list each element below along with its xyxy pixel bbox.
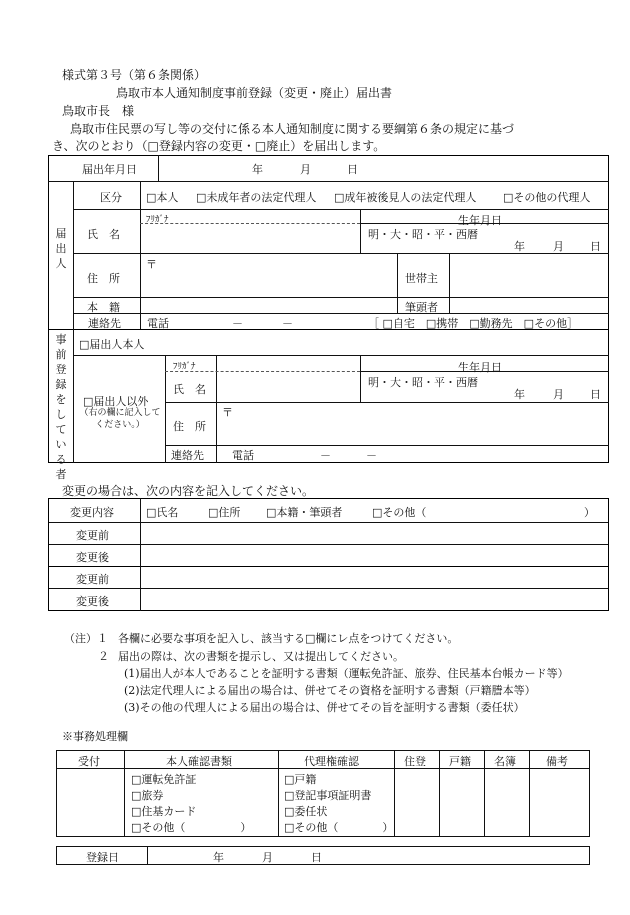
id-doc-passport-checkbox[interactable]: □旅券 (131, 789, 164, 802)
household-head-input[interactable] (453, 260, 603, 294)
change-other-checkbox[interactable]: □その他（ (372, 506, 427, 519)
note-2-number: ２ (98, 650, 109, 663)
proxy-power-of-attorney-checkbox[interactable]: □委任状 (284, 805, 328, 818)
registrant-other-checkbox[interactable]: □届出人以外 (83, 395, 149, 408)
note-2: 届出の際は、次の書類を提示し、又は提出してください。 (118, 650, 404, 663)
change-row-label: 変更後 (76, 595, 109, 608)
reg-name-label: 氏 名 (173, 383, 206, 396)
category-other-agent-checkbox[interactable]: □その他の代理人 (503, 191, 591, 204)
id-doc-other-checkbox[interactable]: □その他（ ） (131, 821, 252, 834)
birth-month-field[interactable]: 月 (553, 240, 564, 253)
category-adult-guardian-checkbox[interactable]: □成年被後見人の法定代理人 (334, 191, 477, 204)
category-label: 区分 (100, 191, 122, 204)
birth-year-field[interactable]: 年 (514, 240, 525, 253)
form-title: 鳥取市本人通知制度事前登録（変更・廃止）届出書 (116, 86, 393, 100)
note-1: 各欄に必要な事項を記入し、該当する□欄にレ点をつけてください。 (118, 632, 459, 645)
change-domicile-checkbox[interactable]: □本籍・筆頭者 (266, 506, 343, 519)
reg-birthdate-label: 生年月日 (458, 361, 502, 374)
office-col-remarks: 備考 (546, 755, 568, 768)
office-col-id-docs: 本人確認書類 (166, 755, 232, 768)
change-before-input-1[interactable] (146, 525, 602, 543)
reg-contact-label: 連絡先 (171, 449, 204, 462)
id-doc-license-checkbox[interactable]: □運転免許証 (131, 773, 197, 786)
reg-date-day[interactable]: 日 (311, 851, 322, 864)
note-sub-1: (1)届出人が本人であることを証明する書類（運転免許証、旅券、住民基本台帳カード等） (124, 667, 569, 680)
birthdate-label: 生年月日 (458, 214, 502, 227)
reg-postal-mark: 〒 (222, 406, 233, 419)
postal-mark: 〒 (146, 258, 157, 271)
date-month-field[interactable]: 月 (300, 163, 311, 176)
change-before-input-2[interactable] (146, 569, 602, 587)
office-heading: ※事務処理欄 (62, 730, 128, 743)
office-col-proxy: 代理権確認 (304, 755, 359, 768)
proxy-registry-cert-checkbox[interactable]: □登記事項証明書 (284, 789, 372, 802)
change-name-checkbox[interactable]: □氏名 (146, 506, 179, 519)
family-head-input[interactable] (453, 300, 603, 312)
reg-date-label: 登録日 (86, 851, 119, 864)
name-input[interactable] (146, 228, 356, 250)
reg-birth-day-field[interactable]: 日 (590, 388, 601, 401)
phone-dash-1: － (232, 317, 243, 330)
change-after-input-2[interactable] (146, 591, 602, 609)
proxy-family-reg-checkbox[interactable]: □戸籍 (284, 773, 317, 786)
reg-name-input[interactable] (220, 375, 356, 399)
registrant-other-note: （右の欄に記入してください。） (79, 408, 161, 430)
addressee: 鳥取市長 様 (62, 104, 135, 118)
phone-dash-2: － (282, 317, 293, 330)
proxy-other-checkbox[interactable]: □その他（ ） (284, 821, 394, 834)
furigana-label: ﾌﾘｶﾞﾅ (146, 215, 169, 225)
office-col-reception: 受付 (78, 755, 100, 768)
note-prefix: （注）１ (64, 632, 108, 645)
reg-address-label: 住 所 (173, 420, 206, 433)
change-row-label: 変更前 (76, 573, 109, 586)
reg-birth-month-field[interactable]: 月 (553, 388, 564, 401)
change-row-label: 変更後 (76, 551, 109, 564)
birth-day-field[interactable]: 日 (590, 240, 601, 253)
household-head-label: 世帯主 (405, 272, 438, 285)
domicile-input[interactable] (146, 300, 391, 312)
reg-birth-year-field[interactable]: 年 (514, 388, 525, 401)
notifier-section-label: 届出人 (55, 227, 67, 270)
change-content-label: 変更内容 (70, 506, 114, 519)
reg-furigana-label: ﾌﾘｶﾞﾅ (173, 362, 196, 372)
phone-label: 電話 (147, 317, 169, 330)
change-row-label: 変更前 (76, 529, 109, 542)
registrant-self-checkbox[interactable]: □届出人本人 (79, 338, 145, 351)
phone-type-options[interactable]: ［ □自宅 □携帯 □勤務先 □その他］ (368, 317, 579, 330)
office-col-roster: 名簿 (494, 755, 516, 768)
date-label: 届出年月日 (82, 163, 137, 176)
intro-line-2: き、次のとおり（□登録内容の変更・□廃止）を届出します。 (52, 139, 386, 153)
intro-line-1: 鳥取市住民票の写し等の交付に係る本人通知制度に関する要綱第６条の規定に基づ (70, 122, 515, 136)
category-minor-guardian-checkbox[interactable]: □未成年者の法定代理人 (196, 191, 317, 204)
address-input[interactable] (146, 270, 391, 294)
reg-era-options[interactable]: 明・大・昭・平・西暦 (368, 376, 478, 389)
era-options[interactable]: 明・大・昭・平・西暦 (368, 228, 478, 241)
form-number: 様式第３号（第６条関係） (62, 68, 207, 82)
family-head-label: 筆頭者 (405, 301, 438, 314)
address-label: 住 所 (87, 272, 120, 285)
reg-phone-label: 電話 (232, 449, 254, 462)
domicile-label: 本 籍 (87, 301, 120, 314)
note-sub-2: (2)法定代理人による届出の場合は、併せてその資格を証明する書類（戸籍謄本等） (124, 684, 536, 697)
name-label: 氏 名 (87, 228, 120, 241)
office-col-resident-reg: 住登 (404, 755, 426, 768)
id-doc-juki-card-checkbox[interactable]: □住基カード (131, 805, 197, 818)
registrant-section-label: 事前登録をしている者 (55, 333, 67, 481)
change-after-input-1[interactable] (146, 547, 602, 565)
change-heading: 変更の場合は、次の内容を記入してください。 (62, 484, 315, 498)
reg-address-input[interactable] (222, 418, 602, 442)
office-col-family-reg: 戸籍 (449, 755, 471, 768)
category-self-checkbox[interactable]: □本人 (146, 191, 179, 204)
change-address-checkbox[interactable]: □住所 (208, 506, 241, 519)
note-sub-3: (3)その他の代理人による届出の場合は、併せてその旨を証明する書類（委任状） (124, 701, 525, 714)
reg-phone-dash-1: － (320, 449, 331, 462)
change-other-close-paren: ） (584, 506, 595, 519)
reg-date-month[interactable]: 月 (262, 851, 273, 864)
date-year-field[interactable]: 年 (252, 163, 263, 176)
reg-date-year[interactable]: 年 (213, 851, 224, 864)
date-day-field[interactable]: 日 (347, 163, 358, 176)
contact-label: 連絡先 (88, 317, 121, 330)
reg-phone-dash-2: － (366, 449, 377, 462)
